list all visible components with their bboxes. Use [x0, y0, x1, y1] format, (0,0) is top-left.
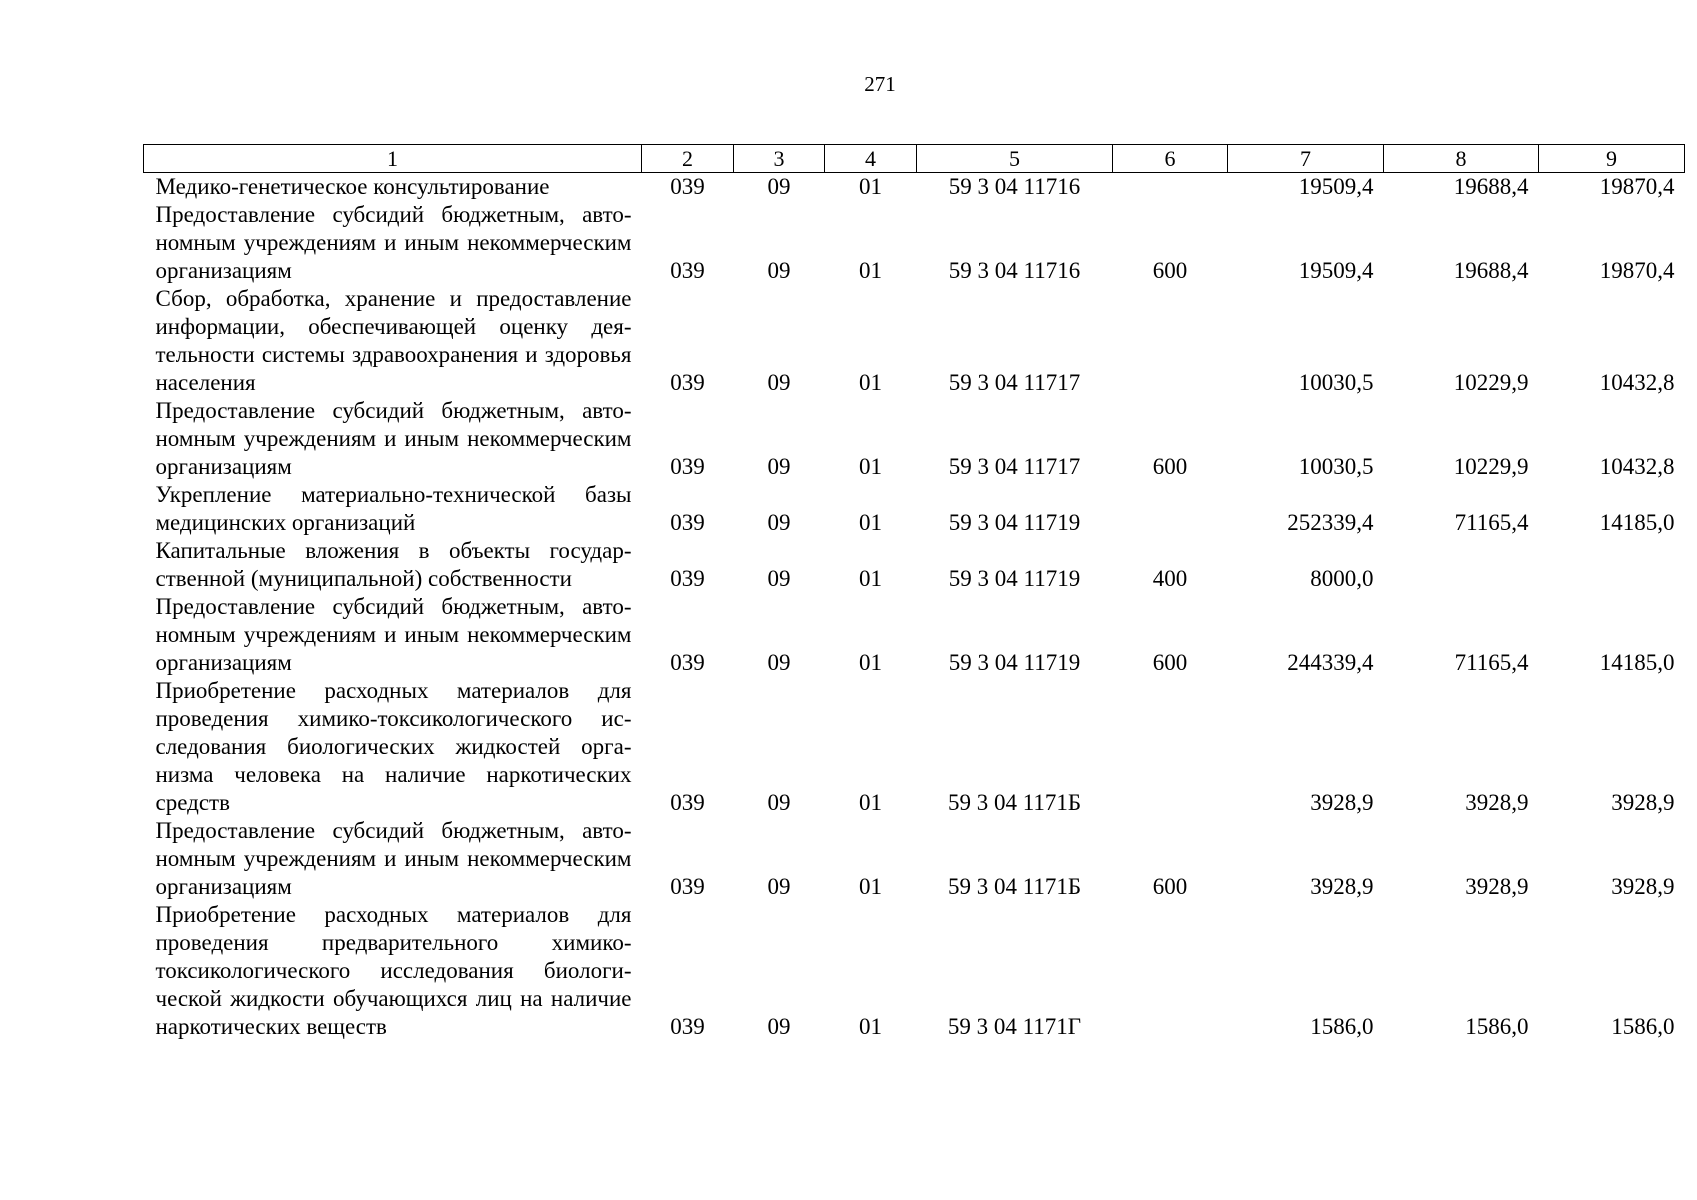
row-col-5: 59 3 04 1171Б — [947, 790, 1082, 815]
table-row — [144, 173, 1685, 202]
table-body — [144, 173, 1685, 1042]
row-col-6: 600 — [1152, 874, 1188, 899]
row-col-2: 039 — [670, 174, 705, 199]
table-row — [144, 481, 1685, 537]
row-col-7: 3928,9 — [1310, 874, 1374, 899]
row-col-4: 01 — [859, 790, 882, 815]
row-col-4: 01 — [859, 174, 882, 199]
table-header — [144, 145, 1685, 173]
row-col-5: 59 3 04 1171Г — [947, 1014, 1082, 1039]
row-col-5: 59 3 04 11719 — [948, 566, 1081, 591]
row-col-2: 039 — [670, 874, 705, 899]
column-header-9: 9 — [1539, 145, 1685, 173]
row-col-5: 59 3 04 11717 — [948, 454, 1081, 479]
row-col-8: 3928,9 — [1465, 874, 1529, 899]
row-col-3: 09 — [767, 566, 791, 591]
row-col-7: 19509,4 — [1298, 258, 1374, 283]
row-col-8: 3928,9 — [1465, 790, 1529, 815]
row-col-9: 1586,0 — [1611, 1014, 1675, 1039]
row-col-6 — [1113, 173, 1228, 202]
row-col-5: 59 3 04 11719 — [948, 650, 1081, 675]
row-col-7: 252339,4 — [1287, 510, 1374, 535]
row-col-9: 19870,4 — [1599, 174, 1675, 199]
row-col-8: 71165,4 — [1454, 650, 1529, 675]
row-col-7: 8000,0 — [1310, 566, 1374, 591]
row-col-4: 01 — [859, 454, 882, 479]
row-description: Укрепление материально-технической базы медицинских организаций — [155, 482, 632, 535]
table-row — [144, 201, 1685, 285]
row-col-2: 039 — [670, 790, 705, 815]
column-header-2: 2 — [642, 145, 734, 173]
row-col-6: 600 — [1152, 258, 1188, 283]
table-row — [144, 817, 1685, 901]
row-col-7: 3928,9 — [1310, 790, 1374, 815]
row-col-7: 19509,4 — [1298, 174, 1374, 199]
row-col-9: 10432,8 — [1599, 454, 1675, 479]
row-col-2: 039 — [670, 510, 705, 535]
row-col-8: 10229,9 — [1453, 454, 1529, 479]
budget-table — [143, 144, 1685, 1041]
row-col-8: 1586,0 — [1465, 1014, 1529, 1039]
row-col-4: 01 — [859, 258, 882, 283]
row-description: Сбор, обработка, хранение и предоставление информации, обеспечивающей оценку деятельности системы здравоохранения и здоровья населения — [155, 286, 632, 395]
row-col-3: 09 — [767, 790, 791, 815]
row-description: Медико-генетическое консультирование — [155, 174, 550, 199]
page-number: 271 — [864, 72, 896, 96]
table-row — [144, 397, 1685, 481]
row-description: Приобретение расходных материалов для проведения предварительного химико-токсикологического исследования биологической жидкости обучающихся лиц на наличие наркотических веществ — [155, 902, 632, 1039]
row-col-6: 600 — [1152, 650, 1188, 675]
table-row — [144, 677, 1685, 817]
row-col-7: 244339,4 — [1287, 650, 1374, 675]
column-header-8: 8 — [1384, 145, 1539, 173]
row-col-3: 09 — [767, 174, 791, 199]
row-col-5: 59 3 04 11716 — [948, 174, 1081, 199]
column-header-1: 1 — [144, 145, 642, 173]
row-col-9: 3928,9 — [1611, 874, 1675, 899]
row-col-6: 400 — [1152, 566, 1188, 591]
row-col-9 — [1539, 537, 1685, 593]
column-header-7: 7 — [1228, 145, 1384, 173]
row-col-3: 09 — [767, 1014, 791, 1039]
row-col-3: 09 — [767, 258, 791, 283]
column-header-3: 3 — [734, 145, 825, 173]
column-header-4: 4 — [825, 145, 917, 173]
row-col-3: 09 — [767, 370, 791, 395]
row-col-8: 71165,4 — [1454, 510, 1529, 535]
row-col-5: 59 3 04 11716 — [948, 258, 1081, 283]
row-col-3: 09 — [767, 510, 791, 535]
table-row — [144, 285, 1685, 397]
row-col-4: 01 — [859, 874, 882, 899]
row-description: Приобретение расходных материалов для проведения химико-токсикологического исследования биологических жидкостей организма человека на наличие наркотических средств — [155, 678, 632, 815]
row-col-3: 09 — [767, 454, 791, 479]
row-col-4: 01 — [859, 370, 882, 395]
table-row — [144, 901, 1685, 1041]
row-col-8: 19688,4 — [1453, 174, 1529, 199]
row-col-4: 01 — [859, 1014, 882, 1039]
row-col-5: 59 3 04 11719 — [948, 510, 1081, 535]
row-col-8: 19688,4 — [1453, 258, 1529, 283]
row-col-3: 09 — [767, 874, 791, 899]
row-col-9: 14185,0 — [1599, 650, 1675, 675]
column-header-5: 5 — [917, 145, 1113, 173]
row-col-6 — [1113, 285, 1228, 397]
row-col-9: 14185,0 — [1599, 510, 1675, 535]
row-description: Предоставление субсидий бюджетным, автономным учреждениям и иным некоммерческим организациям — [155, 202, 632, 283]
row-col-4: 01 — [859, 510, 882, 535]
row-col-2: 039 — [670, 650, 705, 675]
row-col-6 — [1113, 677, 1228, 817]
row-col-2: 039 — [670, 1014, 705, 1039]
row-description: Предоставление субсидий бюджетным, автономным учреждениям и иным некоммерческим организациям — [155, 398, 632, 479]
row-col-7: 10030,5 — [1298, 454, 1374, 479]
row-col-8 — [1384, 537, 1539, 593]
row-col-6 — [1113, 481, 1228, 537]
row-col-2: 039 — [670, 454, 705, 479]
row-description: Предоставление субсидий бюджетным, автономным учреждениям и иным некоммерческим организациям — [155, 818, 632, 899]
row-col-6 — [1113, 901, 1228, 1041]
row-col-9: 19870,4 — [1599, 258, 1675, 283]
row-description: Предоставление субсидий бюджетным, автономным учреждениям и иным некоммерческим организациям — [155, 594, 632, 675]
column-header-6: 6 — [1113, 145, 1228, 173]
row-col-8: 10229,9 — [1453, 370, 1529, 395]
row-col-9: 3928,9 — [1611, 790, 1675, 815]
row-col-2: 039 — [670, 566, 705, 591]
row-col-5: 59 3 04 11717 — [948, 370, 1081, 395]
row-col-7: 10030,5 — [1298, 370, 1374, 395]
row-col-4: 01 — [859, 650, 882, 675]
row-col-4: 01 — [859, 566, 882, 591]
header-row — [144, 145, 1685, 173]
row-col-7: 1586,0 — [1310, 1014, 1374, 1039]
row-col-2: 039 — [670, 370, 705, 395]
row-description: Капитальные вложения в объекты государственной (муниципальной) собственности — [155, 538, 632, 591]
row-col-5: 59 3 04 1171Б — [947, 874, 1082, 899]
row-col-3: 09 — [767, 650, 791, 675]
table-row — [144, 537, 1685, 593]
row-col-2: 039 — [670, 258, 705, 283]
table-row — [144, 593, 1685, 677]
row-col-9: 10432,8 — [1599, 370, 1675, 395]
row-col-6: 600 — [1152, 454, 1188, 479]
